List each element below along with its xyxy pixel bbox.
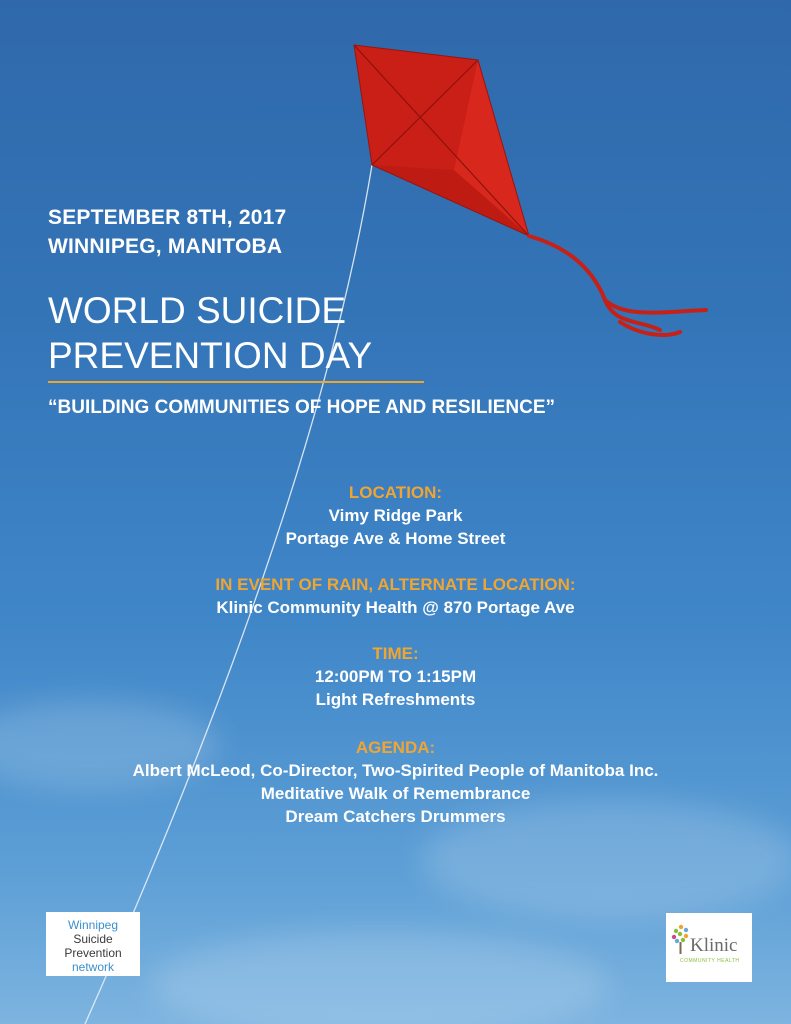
event-date: SEPTEMBER 8TH, 2017 xyxy=(48,206,287,229)
time-note: Light Refreshments xyxy=(315,690,476,709)
rain-location: Klinic Community Health @ 870 Portage Ave xyxy=(216,598,575,617)
time-heading: TIME: xyxy=(372,644,419,663)
agenda-item: Meditative Walk of Remembrance xyxy=(260,784,531,803)
event-date-block xyxy=(48,203,286,261)
time-section xyxy=(0,642,791,711)
location-line: Vimy Ridge Park xyxy=(328,506,463,525)
page-title xyxy=(48,288,372,378)
klinic-name: Klinic xyxy=(690,935,738,956)
event-city: WINNIPEG, MANITOBA xyxy=(48,235,283,258)
wspn-logo xyxy=(46,912,140,976)
klinic-subtitle: COMMUNITY HEALTH xyxy=(680,958,740,964)
location-line: Portage Ave & Home Street xyxy=(285,529,506,548)
wspn-line-1: Winnipeg xyxy=(67,918,119,932)
location-section xyxy=(0,481,791,550)
rain-heading: IN EVENT OF RAIN, ALTERNATE LOCATION: xyxy=(215,575,576,594)
title-line-1: WORLD SUICIDE xyxy=(48,290,347,331)
location-heading: LOCATION: xyxy=(348,483,443,502)
wspn-line-3: network xyxy=(71,960,115,974)
agenda-heading: AGENDA: xyxy=(355,738,436,757)
agenda-section xyxy=(0,736,791,828)
title-divider xyxy=(48,381,424,383)
klinic-logo xyxy=(666,913,752,982)
wspn-line-2: Suicide Prevention xyxy=(64,932,122,960)
tagline: “BUILDING COMMUNITIES OF HOPE AND RESILIENCE” xyxy=(48,397,556,418)
time-range: 12:00PM TO 1:15PM xyxy=(314,667,477,686)
agenda-item: Albert McLeod, Co-Director, Two-Spirited People of Manitoba Inc. xyxy=(132,761,659,780)
title-line-2: PREVENTION DAY xyxy=(48,335,373,376)
kite-tail xyxy=(529,236,706,335)
agenda-item: Dream Catchers Drummers xyxy=(285,807,506,826)
rain-section xyxy=(0,573,791,619)
kite-icon xyxy=(354,45,529,236)
